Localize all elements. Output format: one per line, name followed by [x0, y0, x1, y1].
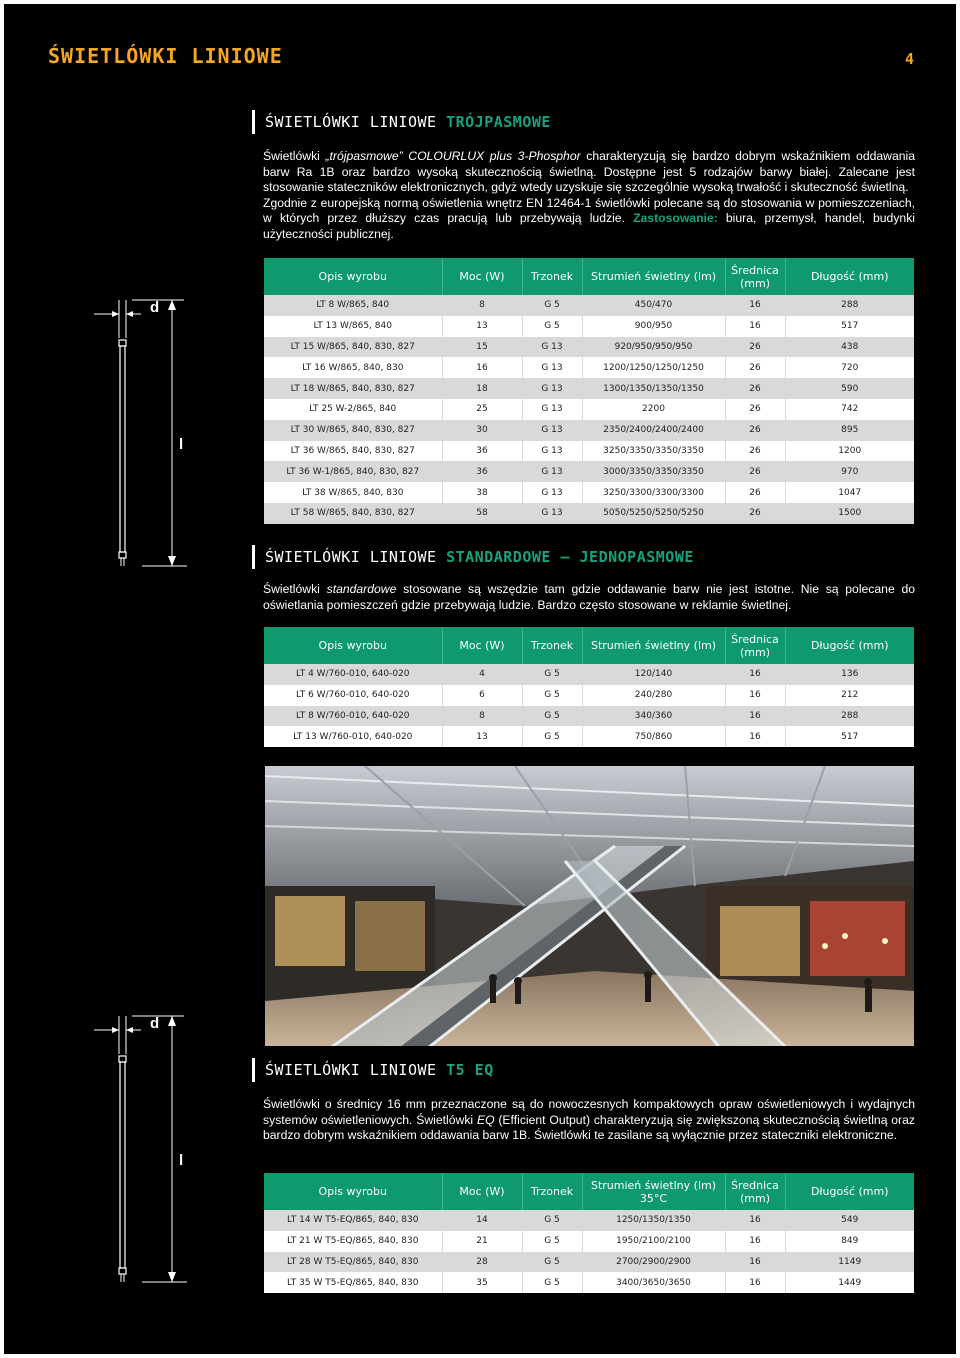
cell-dlugosc: 438 — [785, 337, 914, 358]
cell-strumien: 2350/2400/2400/2400 — [582, 420, 725, 441]
cell-trzonek: G 5 — [522, 726, 582, 747]
table-row — [264, 503, 914, 524]
cell-strumien: 1950/2100/2100 — [582, 1231, 725, 1252]
cell-trzonek: G 13 — [522, 337, 582, 358]
col-header-strumien: Strumień świetlny (lm) — [582, 627, 725, 664]
cell-dlugosc: 1200 — [785, 441, 914, 462]
table-row — [264, 1231, 914, 1252]
cell-dlugosc: 1149 — [785, 1252, 914, 1273]
cell-opis: LT 36 W/865, 840, 830, 827 — [264, 441, 442, 462]
cell-strumien: 920/950/950/950 — [582, 337, 725, 358]
cell-opis: LT 13 W/760-010, 640-020 — [264, 726, 442, 747]
cell-srednica: 16 — [725, 706, 785, 727]
cell-opis: LT 8 W/760-010, 640-020 — [264, 706, 442, 727]
cell-trzonek: G 5 — [522, 664, 582, 685]
cell-moc: 15 — [442, 337, 522, 358]
cell-strumien: 1250/1350/1350 — [582, 1210, 725, 1231]
col-header-srednica: Średnica (mm) — [725, 627, 785, 664]
cell-dlugosc: 212 — [785, 685, 914, 706]
table-row — [264, 1210, 914, 1231]
cell-strumien: 240/280 — [582, 685, 725, 706]
cell-trzonek: G 13 — [522, 357, 582, 378]
cell-opis: LT 35 W T5-EQ/865, 840, 830 — [264, 1272, 442, 1293]
spec-table-t5eq — [264, 1173, 914, 1293]
cell-moc: 8 — [442, 295, 522, 316]
cell-moc: 18 — [442, 378, 522, 399]
table-row — [264, 399, 914, 420]
mall-interior-illustration — [265, 766, 914, 1046]
section-description-standardowe: Świetlówki standardowe stosowane są wszędzie tam gdzie oddawanie barw nie jest istotne. Nie są polecane do oświetlania pomieszczeń gdzie przebywają ludzie. Bardzo często stosowane w reklamie świetlnej. — [263, 582, 915, 612]
cell-srednica: 26 — [725, 482, 785, 503]
cell-dlugosc: 1500 — [785, 503, 914, 524]
cell-opis: LT 58 W/865, 840, 830, 827 — [264, 503, 442, 524]
cell-strumien: 3000/3350/3350/3350 — [582, 461, 725, 482]
cell-opis: LT 8 W/865, 840 — [264, 295, 442, 316]
cell-moc: 21 — [442, 1231, 522, 1252]
cell-moc: 36 — [442, 461, 522, 482]
cell-moc: 6 — [442, 685, 522, 706]
table-row — [264, 461, 914, 482]
cell-moc: 8 — [442, 706, 522, 727]
cell-trzonek: G 5 — [522, 706, 582, 727]
page-title: ŚWIETLÓWKI LINIOWE — [48, 44, 283, 68]
cell-srednica: 16 — [725, 295, 785, 316]
section-heading-trojpasmowe: ŚWIETLÓWKI LINIOWE TRÓJPASMOWE — [252, 110, 551, 134]
col-header-dlugosc: Długość (mm) — [785, 1173, 914, 1210]
cell-trzonek: G 5 — [522, 295, 582, 316]
cell-opis: LT 36 W-1/865, 840, 830, 827 — [264, 461, 442, 482]
cell-srednica: 16 — [725, 726, 785, 747]
cell-srednica: 16 — [725, 1252, 785, 1273]
cell-dlugosc: 970 — [785, 461, 914, 482]
cell-dlugosc: 742 — [785, 399, 914, 420]
table-row — [264, 706, 914, 727]
section-description-trojpasmowe: Świetlówki „trójpasmowe” COLOURLUX plus 3-Phosphor charakteryzują się bardzo dobrym wskaźnikiem oddawania barw Ra 1B oraz bardzo wysoką skutecznością świetlną. Dostępne jest 5 rodzajów barwy białej. Zalecane jest stosowanie stateczników elektronicznych, gdyż wtedy uzyskuje się szczególnie wysoką trwałość i skuteczność świetlną. Zgodnie z europejską normą oświetlenia wnętrz EN 12464-1 świetlówki polecane są do stosowania w pomieszczeniach, w których przez dłuższy czas pracują lub przebywają ludzie. Zastosowanie: biura, przemysł, handel, budynki użyteczności publicznej. — [263, 149, 915, 241]
cell-srednica: 26 — [725, 461, 785, 482]
cell-trzonek: G 13 — [522, 441, 582, 462]
cell-strumien: 3250/3350/3350/3350 — [582, 441, 725, 462]
section-description-t5eq: Świetlówki o średnicy 16 mm przeznaczone są do nowoczesnych kompaktowych opraw oświetleniowych i wydajnych systemów oświetleniowych. Świetlówki EQ (Efficient Output) charakteryzują się zwiększoną skutecznością świetlną oraz bardzo dobrym wskaźnikiem oddawania barw 1B. Świetlówki te zasilane są wyłącznie przez stateczniki elektroniczne. — [263, 1097, 915, 1143]
cell-strumien: 120/140 — [582, 664, 725, 685]
table-row — [264, 664, 914, 685]
cell-opis: LT 15 W/865, 840, 830, 827 — [264, 337, 442, 358]
cell-dlugosc: 288 — [785, 295, 914, 316]
cell-strumien: 3400/3650/3650 — [582, 1272, 725, 1293]
cell-moc: 4 — [442, 664, 522, 685]
section-heading-t5eq: ŚWIETLÓWKI LINIOWE T5 EQ — [252, 1058, 494, 1082]
cell-trzonek: G 5 — [522, 685, 582, 706]
cell-moc: 14 — [442, 1210, 522, 1231]
cell-trzonek: G 13 — [522, 503, 582, 524]
cell-srednica: 26 — [725, 441, 785, 462]
col-header-opis: Opis wyrobu — [264, 1173, 442, 1210]
cell-dlugosc: 136 — [785, 664, 914, 685]
table-row — [264, 685, 914, 706]
cell-opis: LT 30 W/865, 840, 830, 827 — [264, 420, 442, 441]
col-header-dlugosc: Długość (mm) — [785, 258, 914, 295]
spec-table-trojpasmowe — [264, 258, 914, 524]
col-header-moc: Moc (W) — [442, 1173, 522, 1210]
cell-srednica: 26 — [725, 399, 785, 420]
page-number: 4 — [904, 50, 914, 68]
shopping-mall-photo — [265, 766, 914, 1046]
cell-srednica: 26 — [725, 378, 785, 399]
cell-opis: LT 13 W/865, 840 — [264, 316, 442, 337]
cell-opis: LT 6 W/760-010, 640-020 — [264, 685, 442, 706]
diameter-label: d — [150, 299, 160, 316]
cell-dlugosc: 517 — [785, 726, 914, 747]
length-label: l — [179, 436, 184, 453]
table-row — [264, 482, 914, 503]
cell-srednica: 16 — [725, 1231, 785, 1252]
col-header-srednica: Średnica (mm) — [725, 258, 785, 295]
cell-trzonek: G 13 — [522, 378, 582, 399]
cell-dlugosc: 590 — [785, 378, 914, 399]
cell-moc: 58 — [442, 503, 522, 524]
spec-table-standardowe — [264, 627, 914, 747]
cell-srednica: 16 — [725, 1272, 785, 1293]
cell-moc: 38 — [442, 482, 522, 503]
cell-strumien: 900/950 — [582, 316, 725, 337]
cell-srednica: 16 — [725, 1210, 785, 1231]
cell-dlugosc: 895 — [785, 420, 914, 441]
cell-strumien: 1200/1250/1250/1250 — [582, 357, 725, 378]
cell-strumien: 5050/5250/5250/5250 — [582, 503, 725, 524]
col-header-trzonek: Trzonek — [522, 627, 582, 664]
col-header-dlugosc: Długość (mm) — [785, 627, 914, 664]
table-row — [264, 420, 914, 441]
cell-dlugosc: 849 — [785, 1231, 914, 1252]
cell-strumien: 340/360 — [582, 706, 725, 727]
cell-srednica: 26 — [725, 503, 785, 524]
cell-trzonek: G 13 — [522, 399, 582, 420]
cell-opis: LT 14 W T5-EQ/865, 840, 830 — [264, 1210, 442, 1231]
table-row — [264, 316, 914, 337]
col-header-srednica: Średnica (mm) — [725, 1173, 785, 1210]
cell-opis: LT 25 W-2/865, 840 — [264, 399, 442, 420]
cell-moc: 28 — [442, 1252, 522, 1273]
cell-moc: 25 — [442, 399, 522, 420]
cell-trzonek: G 5 — [522, 1210, 582, 1231]
tube-dimension-diagram-1 — [92, 294, 192, 574]
cell-strumien: 2200 — [582, 399, 725, 420]
cell-dlugosc: 1449 — [785, 1272, 914, 1293]
cell-strumien: 3250/3300/3300/3300 — [582, 482, 725, 503]
cell-dlugosc: 1047 — [785, 482, 914, 503]
cell-moc: 16 — [442, 357, 522, 378]
cell-opis: LT 38 W/865, 840, 830 — [264, 482, 442, 503]
catalog-page — [4, 4, 956, 1354]
tube-dimension-diagram-2 — [92, 1010, 192, 1290]
cell-strumien: 1300/1350/1350/1350 — [582, 378, 725, 399]
cell-opis: LT 28 W T5-EQ/865, 840, 830 — [264, 1252, 442, 1273]
col-header-trzonek: Trzonek — [522, 258, 582, 295]
cell-moc: 35 — [442, 1272, 522, 1293]
cell-srednica: 16 — [725, 664, 785, 685]
cell-trzonek: G 5 — [522, 1272, 582, 1293]
cell-moc: 30 — [442, 420, 522, 441]
cell-moc: 13 — [442, 316, 522, 337]
col-header-strumien: Strumień świetlny (lm) — [582, 258, 725, 295]
cell-opis: LT 21 W T5-EQ/865, 840, 830 — [264, 1231, 442, 1252]
col-header-opis: Opis wyrobu — [264, 258, 442, 295]
cell-strumien: 450/470 — [582, 295, 725, 316]
cell-opis: LT 4 W/760-010, 640-020 — [264, 664, 442, 685]
section-heading-standardowe: ŚWIETLÓWKI LINIOWE STANDARDOWE – JEDNOPASMOWE — [252, 545, 694, 569]
diameter-label: d — [150, 1015, 160, 1032]
cell-trzonek: G 13 — [522, 461, 582, 482]
cell-dlugosc: 288 — [785, 706, 914, 727]
cell-trzonek: G 5 — [522, 1252, 582, 1273]
cell-strumien: 2700/2900/2900 — [582, 1252, 725, 1273]
cell-srednica: 26 — [725, 420, 785, 441]
table-row — [264, 295, 914, 316]
col-header-moc: Moc (W) — [442, 627, 522, 664]
cell-opis: LT 18 W/865, 840, 830, 827 — [264, 378, 442, 399]
cell-srednica: 26 — [725, 337, 785, 358]
cell-trzonek: G 5 — [522, 1231, 582, 1252]
table-row — [264, 441, 914, 462]
table-row — [264, 1252, 914, 1273]
table-row — [264, 726, 914, 747]
cell-moc: 13 — [442, 726, 522, 747]
cell-trzonek: G 5 — [522, 316, 582, 337]
col-header-trzonek: Trzonek — [522, 1173, 582, 1210]
cell-dlugosc: 517 — [785, 316, 914, 337]
col-header-moc: Moc (W) — [442, 258, 522, 295]
cell-srednica: 26 — [725, 357, 785, 378]
cell-opis: LT 16 W/865, 840, 830 — [264, 357, 442, 378]
table-row — [264, 357, 914, 378]
table-row — [264, 1272, 914, 1293]
cell-srednica: 16 — [725, 685, 785, 706]
cell-strumien: 750/860 — [582, 726, 725, 747]
length-label: l — [179, 1152, 184, 1169]
cell-moc: 36 — [442, 441, 522, 462]
cell-trzonek: G 13 — [522, 420, 582, 441]
cell-srednica: 16 — [725, 316, 785, 337]
cell-dlugosc: 549 — [785, 1210, 914, 1231]
table-row — [264, 378, 914, 399]
col-header-opis: Opis wyrobu — [264, 627, 442, 664]
cell-dlugosc: 720 — [785, 357, 914, 378]
col-header-strumien-35c: Strumień świetlny (lm) 35°C — [582, 1173, 725, 1210]
cell-trzonek: G 13 — [522, 482, 582, 503]
table-row — [264, 337, 914, 358]
